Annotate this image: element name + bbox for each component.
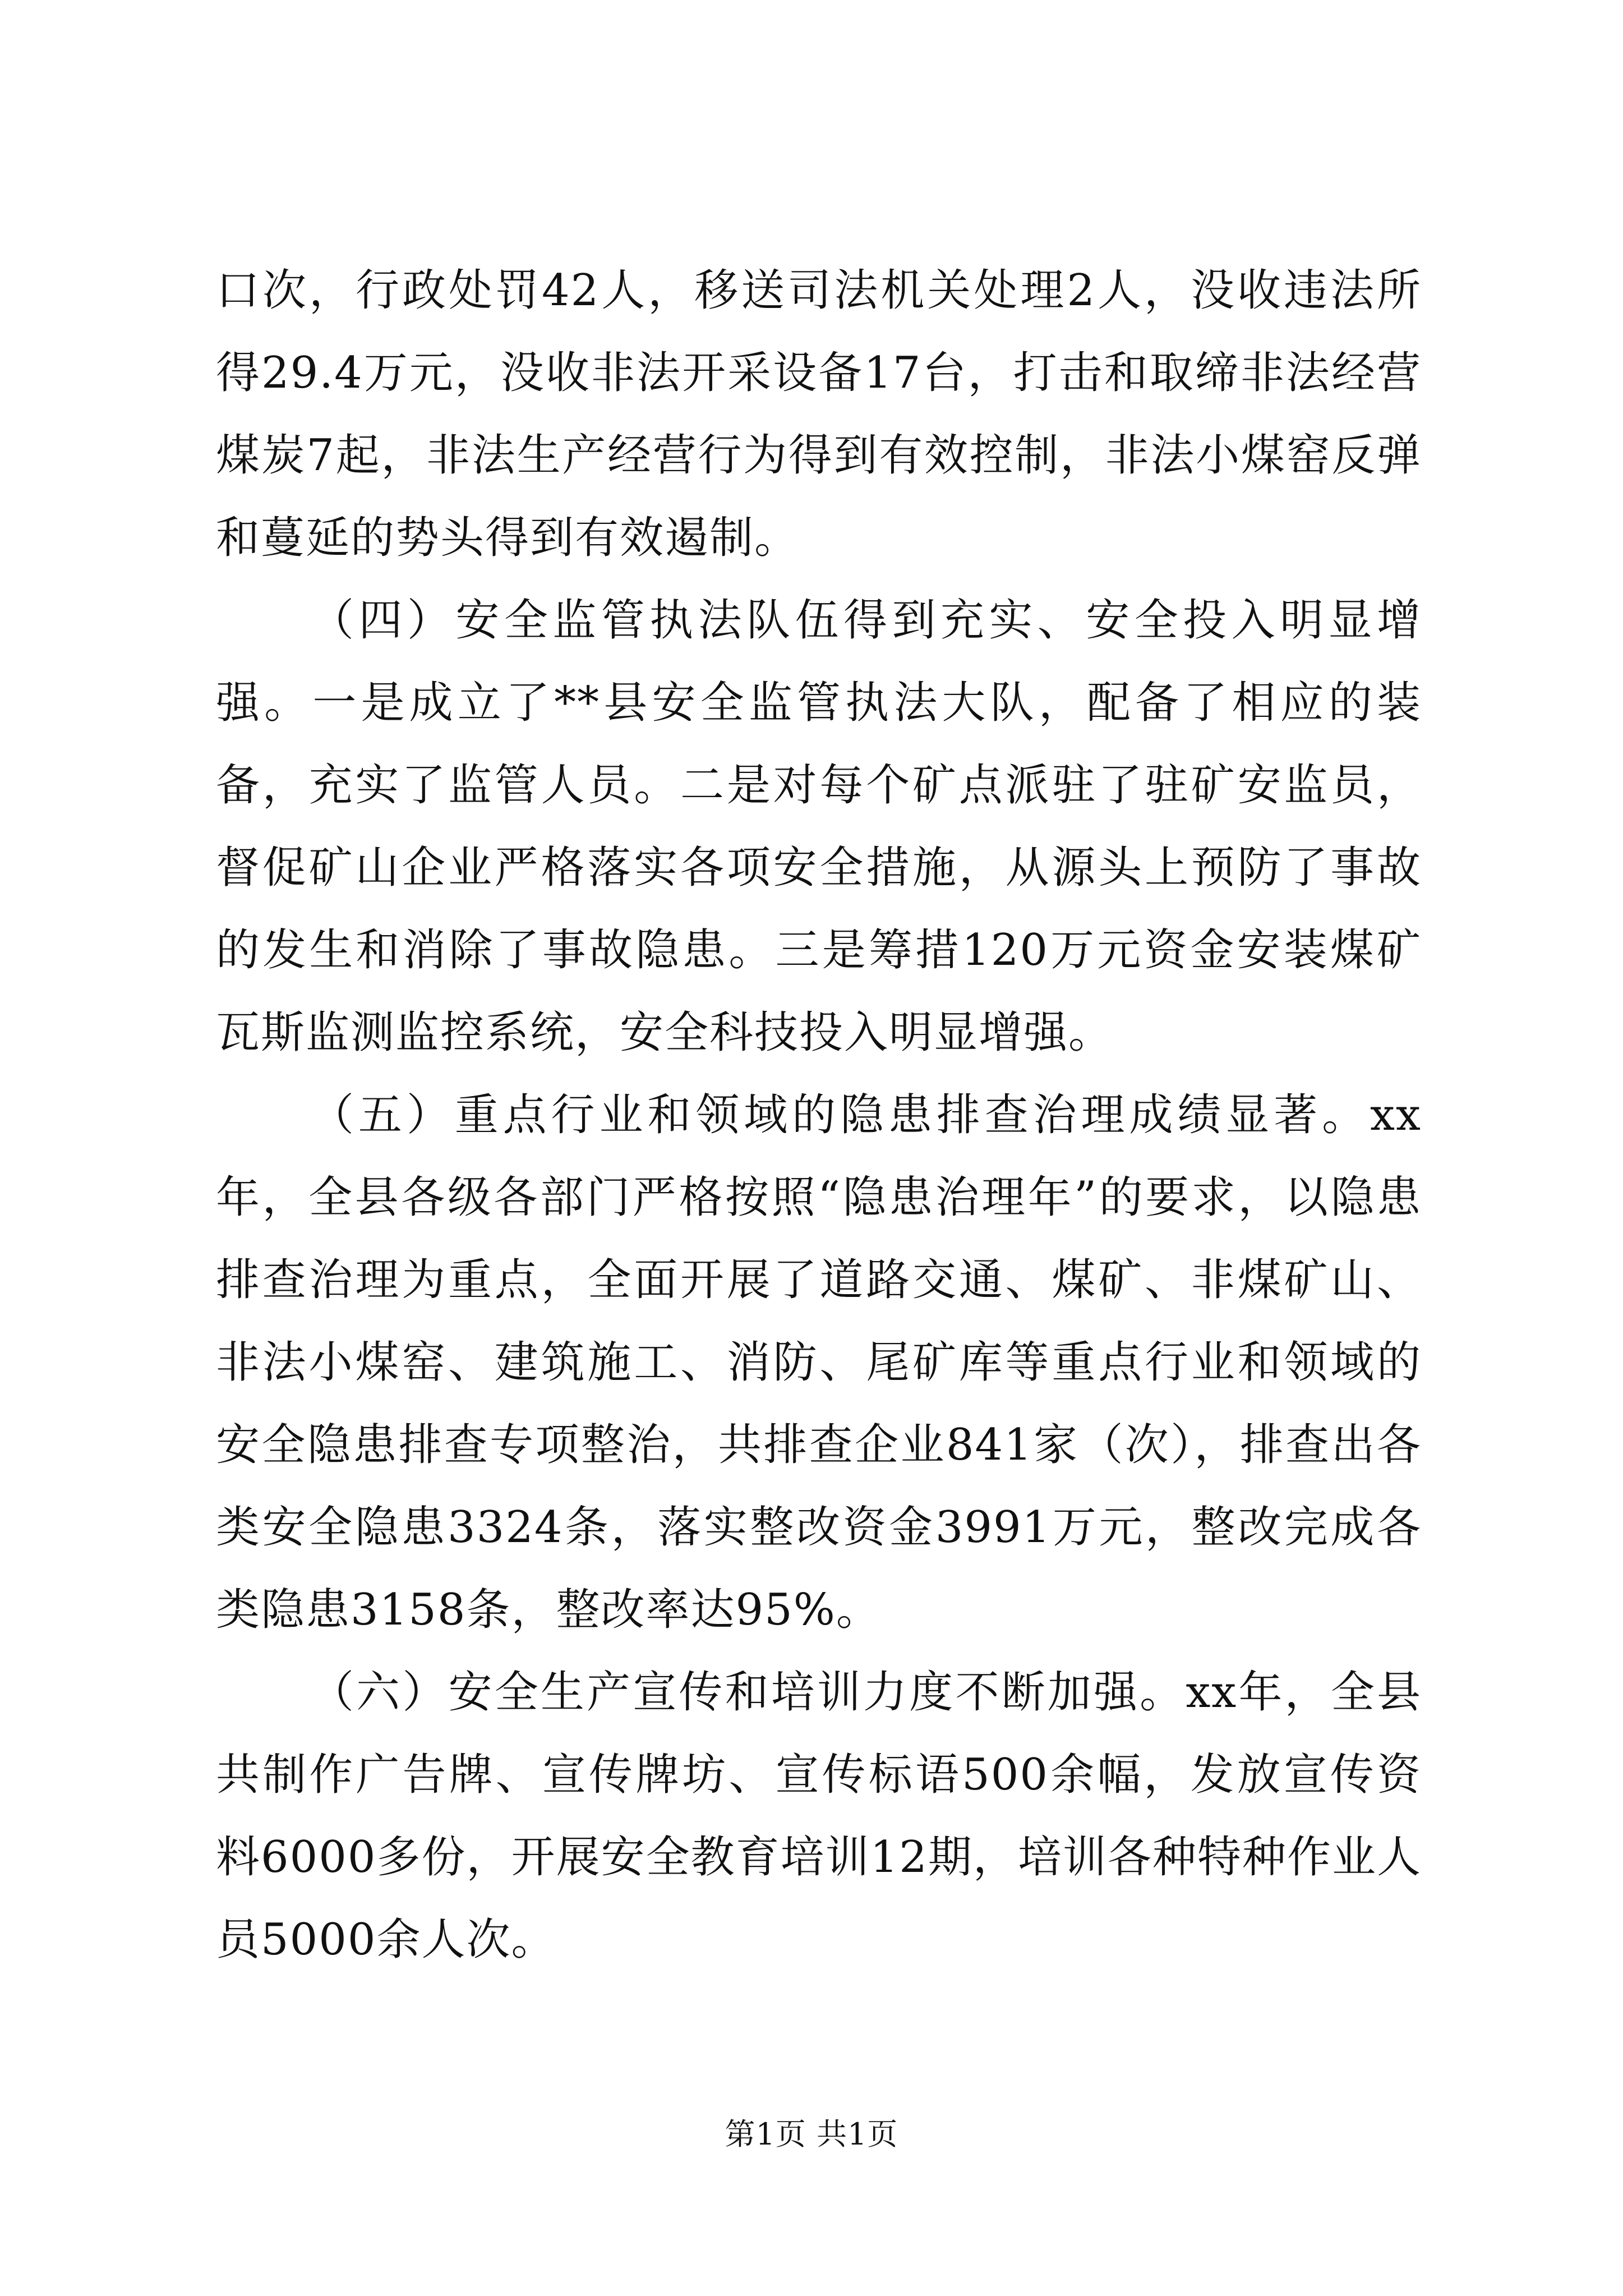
page-footer: 第1页 共1页 [725,2116,898,2152]
paragraph-section-4: （四）安全监管执法队伍得到充实、安全投入明显增强。一是成立了**县安全监管执法大队，配备了相应的装备，充实了监管人员。二是对每个矿点派驻了驻矿安监员，督促矿山企业严格落实各项安全措施，从源头上预防了事故的发生和消除了事故隐患。三是筹措120万元资金安装煤矿瓦斯监测监控系统，安全科技投入明显增强。 [216,595,1422,1058]
paragraph-section-5: （五）重点行业和领域的隐患排查治理成绩显著。xx年，全县各级各部门严格按照“隐患治理年”的要求，以隐患排查治理为重点，全面开展了道路交通、煤矿、非煤矿山、非法小煤窑、建筑施工、消防、尾矿库等重点行业和领域的安全隐患排查专项整治，共排查企业841家（次），排查出各类安全隐患3324条，落实整改资金3991万元，整改完成各类隐患3158条，整改率达95%。 [216,1090,1422,1635]
paragraph-section-6: （六）安全生产宣传和培训力度不断加强。xx年，全县共制作广告牌、宣传牌坊、宣传标语500余幅，发放宣传资料6000多份，开展安全教育培训12期，培训各种特种作业人员5000余人次。 [216,1667,1422,1965]
paragraph-continuation: 口次，行政处罚42人，移送司法机关处理2人，没收违法所得29.4万元，没收非法开采设备17台，打击和取缔非法经营煤炭7起，非法生产经营行为得到有效控制，非法小煤窑反弹和蔓延的势头得到有效遏制。 [216,265,1422,563]
document-body [216,250,1422,1981]
